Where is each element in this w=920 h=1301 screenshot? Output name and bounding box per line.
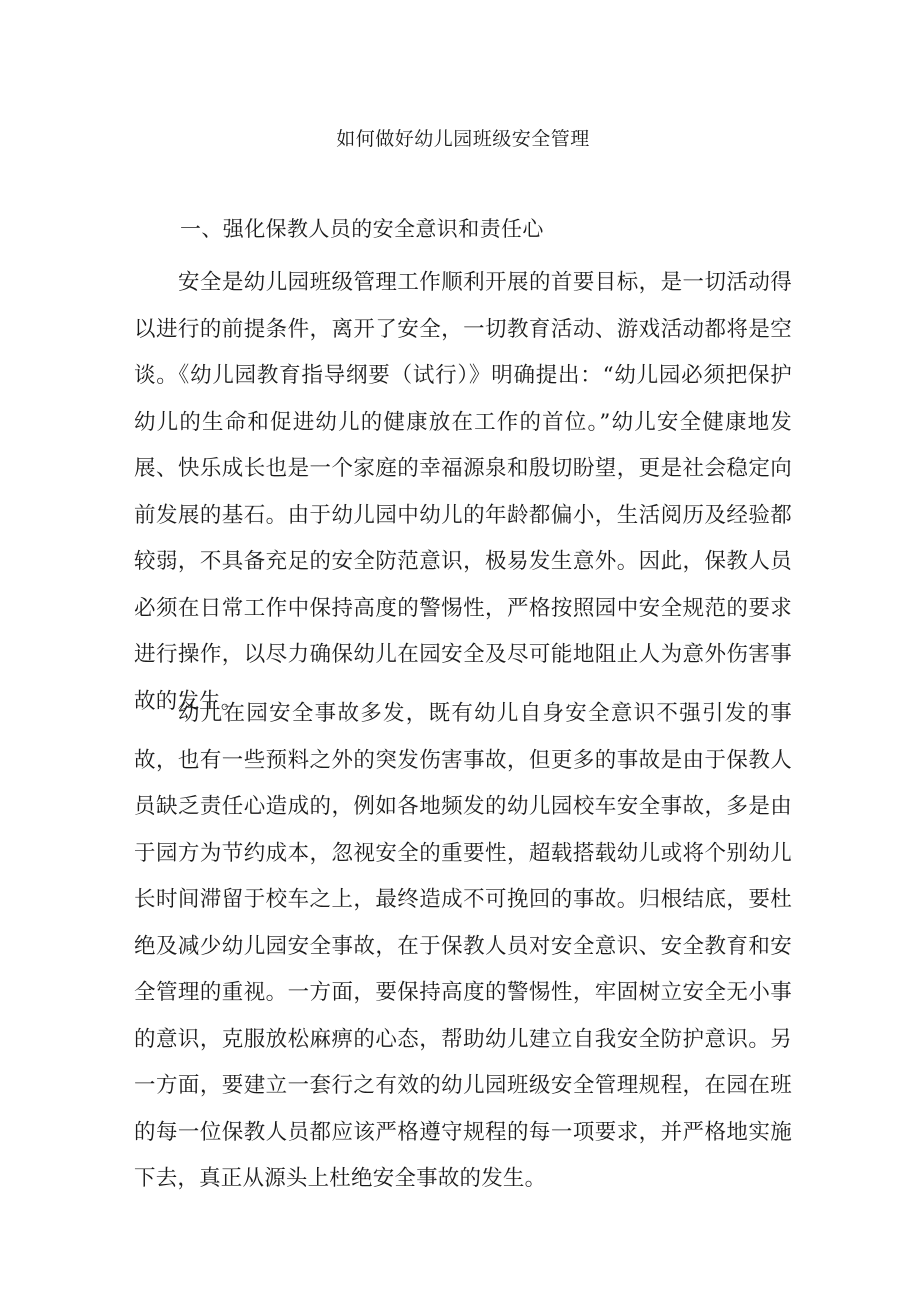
document-title: 如何做好幼儿园班级安全管理 bbox=[336, 128, 590, 150]
section-heading: 一、强化保教人员的安全意识和责任心 bbox=[180, 217, 544, 241]
body-paragraph-2: 幼儿在园安全事故多发，既有幼儿自身安全意识不强引发的事故，也有一些预料之外的突发伤害事故，但更多的事故是由于保教人员缺乏责任心造成的，例如各地频发的幼儿园校车安全事故，多是由于园方为节约成本，忽视安全的重要性，超载搭载幼儿或将个别幼儿长时间滞留于校车之上，最终造成不可挽回的事故。归根结底，要杜绝及减少幼儿园安全事故，在于保教人员对安全意识、安全教育和安全管理的重视。一方面，要保持高度的警惕性，牢固树立安全无小事的意识，克服放松麻痹的心态，帮助幼儿建立自我安全防护意识。另一方面，要建立一套行之有效的幼儿园班级安全管理规程，在园在班的每一位保教人员都应该严格遵守规程的每一项要求，并严格地实施下去，真正从源头上杜绝安全事故的发生。 bbox=[134, 701, 792, 1191]
body-paragraph-1: 安全是幼儿园班级管理工作顺利开展的首要目标，是一切活动得以进行的前提条件，离开了安全，一切教育活动、游戏活动都将是空谈。《幼儿园教育指导纲要（试行）》明确提出：“幼儿园必须把保护幼儿的生命和促进幼儿的健康放在工作的首位。”幼儿安全健康地发展、快乐成长也是一个家庭的幸福源泉和殷切盼望，更是社会稳定向前发展的基石。由于幼儿园中幼儿的年龄都偏小，生活阅历及经验都较弱，不具备充足的安全防范意识，极易发生意外。因此，保教人员必须在日常工作中保持高度的警惕性，严格按照园中安全规范的要求进行操作，以尽力确保幼儿在园安全及尽可能地阻止人为意外伤害事故的发生。 bbox=[134, 270, 792, 714]
